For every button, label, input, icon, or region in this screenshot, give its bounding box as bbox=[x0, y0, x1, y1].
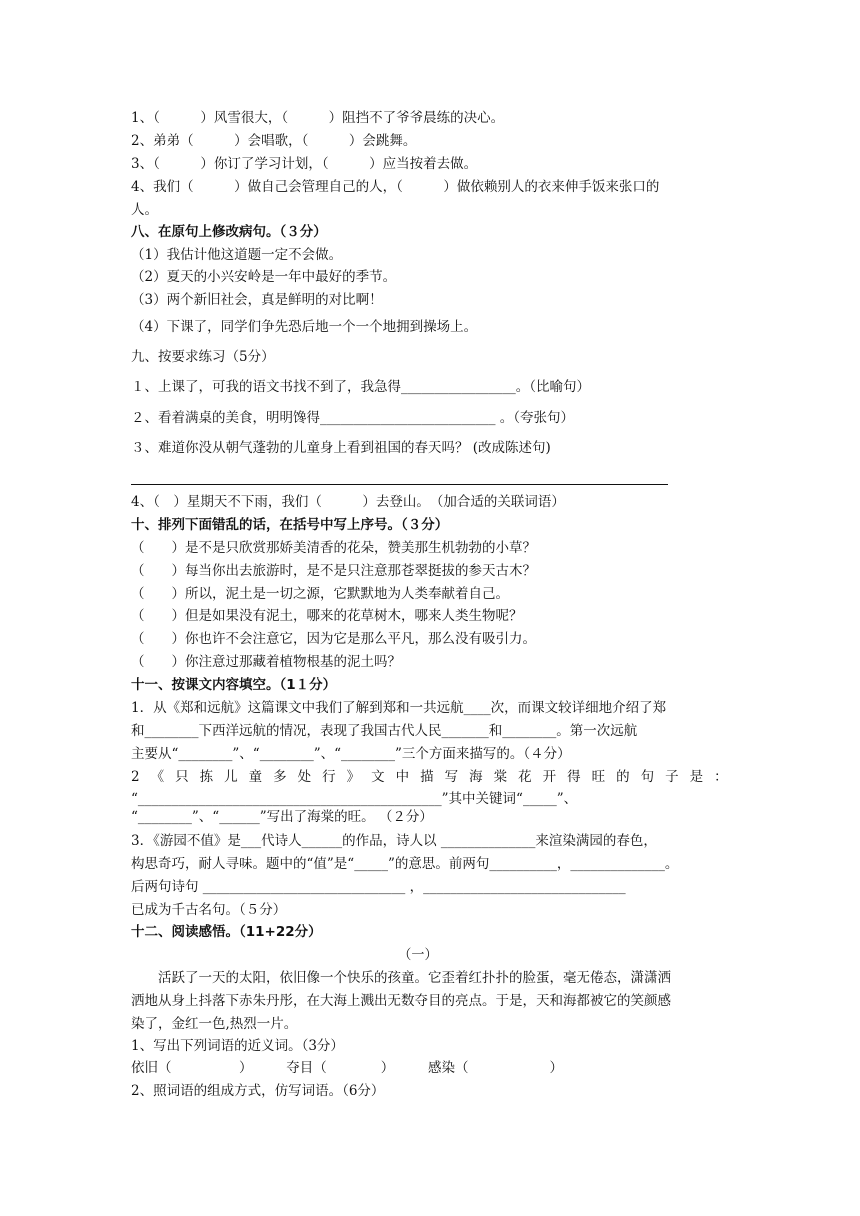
q11-3-line-3: 后两句诗句 ______________________________ ，______________________________ bbox=[131, 879, 626, 895]
answer-line bbox=[131, 484, 668, 485]
section-9-heading: 九、按要求练习（5分） bbox=[131, 349, 275, 365]
q9-item-3: ３、难道你没从朝气蓬勃的儿童身上看到祖国的春天吗？ (改成陈述句) bbox=[131, 440, 551, 456]
q8-item-2: （2）夏天的小兴安岭是一年中最好的季节。 bbox=[131, 269, 397, 285]
q7-item-2: 2、弟弟（ ）会唱歌，（ ）会跳舞。 bbox=[131, 133, 417, 149]
q10-sentence-5: （ ）你也许不会注意它，因为它是那么平凡，那么没有吸引力。 bbox=[131, 631, 536, 647]
q11-1-line-1: 1．从《郑和远航》这篇课文中我们了解到郑和一共远航____次，而课文较详细地介绍了郑 bbox=[131, 700, 667, 716]
q11-1-line-2: 和________下西洋远航的情况，表现了我国古代人民_______和________。第一次远航 bbox=[131, 723, 638, 739]
q10-sentence-6: （ ）你注意过那藏着植物根基的泥土吗？ bbox=[131, 654, 401, 670]
q8-item-4: （4）下课了，同学们争先恐后地一个一个地拥到操场上。 bbox=[131, 319, 478, 335]
q9-item-2: ２、看着满桌的美食，明明馋得__________________________ 。（夸张句） bbox=[131, 410, 575, 426]
q11-1-line-3: 主要从“________”、“________”、“________”三个方面来描写的。（４分） bbox=[131, 746, 571, 762]
passage-line-2: 洒地从身上抖落下赤朱丹彤，在大海上溅出无数夺目的亮点。于是，天和海都被它的笑颜感 bbox=[131, 993, 671, 1009]
q8-item-3: （3）两个新旧社会，真是鲜明的对比啊！ bbox=[131, 292, 383, 308]
passage-line-3: 染了，金红一色,热烈一片。 bbox=[131, 1016, 298, 1032]
q7-item-4: 4、我们（ ）做自己会管理自己的人，（ ）做依赖别人的衣来伸手饭来张口的 bbox=[131, 179, 660, 195]
passage-line-1: 活跃了一天的太阳，依旧像一个快乐的孩童。它歪着红扑扑的脸蛋，毫无倦态，潇潇洒 bbox=[131, 970, 671, 986]
q7-item-1: 1、（ ）风雪很大，（ ）阻挡不了爷爷晨练的决心。 bbox=[131, 110, 505, 126]
q10-sentence-1: （ ）是不是只欣赏那娇美清香的花朵，赞美那生机勃勃的小草？ bbox=[131, 540, 536, 556]
section-12-heading: 十二、阅读感悟。（11+22分） bbox=[131, 924, 322, 940]
q11-2-line-2: “_____________________________________________”其中关键词“_____”、 bbox=[131, 791, 578, 807]
q10-sentence-2: （ ）每当你出去旅游时，是不是只注意那苍翠挺拔的参天古木？ bbox=[131, 563, 536, 579]
section-8-heading: 八、在原句上修改病句。（３分） bbox=[131, 224, 327, 240]
q11-3-line-1: 3．《游园不值》是___代诗人______的作品，诗人以 ______________来渲染满园的春色， bbox=[131, 833, 657, 849]
section-11-heading: 十一、按课文内容填空。（1１分） bbox=[131, 677, 337, 693]
q8-item-1: （1）我估计他这道题一定不会做。 bbox=[131, 247, 343, 263]
reading-q1: 1、写出下列词语的近义词。（3分） bbox=[131, 1038, 344, 1054]
q10-sentence-3: （ ）所以，泥土是一切之源，它默默地为人类奉献着自己。 bbox=[131, 586, 509, 602]
q10-sentence-4: （ ）但是如果没有泥土，哪来的花草树木，哪来人类生物呢？ bbox=[131, 608, 523, 624]
section-10-heading: 十、排列下面错乱的话，在括号中写上序号。（３分） bbox=[131, 517, 449, 533]
reading-q2: 2、照词语的组成方式，仿写词语。（6分） bbox=[131, 1083, 385, 1099]
passage-number: （一） bbox=[398, 947, 438, 963]
q11-3-line-2: 构思奇巧，耐人寻味。题中的“值”是“_____”的意思。前两句__________，______________。 bbox=[131, 856, 679, 872]
q11-2-line-3: “________”、“______”写出了海棠的旺。 （２分） bbox=[131, 809, 433, 825]
reading-q1-blanks: 依旧（ ） 夺目（ ） 感染（ ） bbox=[131, 1060, 563, 1076]
q7-item-4-cont: 人。 bbox=[131, 202, 158, 218]
q11-3-line-4: 已成为千古名句。（５分） bbox=[131, 902, 287, 918]
q9-item-1: １、上课了，可我的语文书找不到了，我急得_________________。（比喻句） bbox=[131, 379, 590, 395]
q7-item-3: 3、（ ）你订了学习计划，（ ）应当按着去做。 bbox=[131, 156, 478, 172]
q9-item-4: 4、（ ）星期天不下雨，我们（ ）去登山。 （加合适的关联词语） bbox=[131, 494, 565, 510]
q11-2-line-1: 2《只拣儿童多处行》文中描写海棠花开得旺的句子是： bbox=[131, 769, 739, 785]
